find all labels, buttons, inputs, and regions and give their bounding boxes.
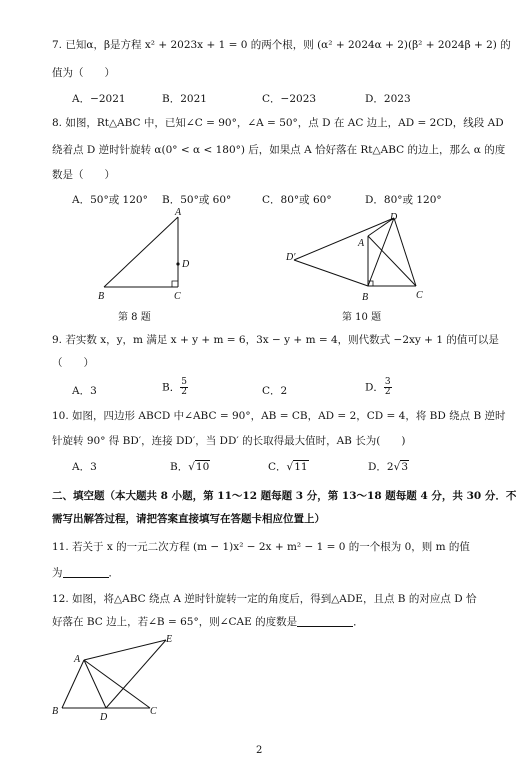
q10-option-d-label: D．2 (368, 461, 394, 473)
q8-stem-line1: 8. 如图，Rt△ABC 中，已知∠C = 90°，∠A = 50°，点 D 在 AC 边上，AD = 2CD，线段 AD (52, 117, 504, 129)
q7-stem-line1: 7. 已知α，β是方程 x² + 2023x + 1 = 0 的两个根，则 (α² + 2024α + 2)(β² + 2024β + 2) 的 (52, 39, 511, 51)
q10-option-c-radicand: 11 (294, 461, 308, 473)
figure-10-diagram (282, 208, 442, 308)
q7-option-c: C．−2023 (262, 93, 317, 105)
q12-stem-line2 (52, 615, 364, 629)
q9-stem-line2: （ ） (52, 357, 94, 369)
q10-option-b-radicand: 10 (195, 461, 210, 473)
q10-stem-line1: 10. 如图，四边形 ABCD 中∠ABC = 90°，AB = CB，AD = 2，CD = 4，将 BD 绕点 B 逆时 (52, 410, 506, 422)
q8-option-b: B．50°或 60° (162, 194, 232, 206)
q9-stem-line1: 9. 若实数 x，y，m 满足 x + y + m = 6，3x − y + m = 4，则代数式 −2xy + 1 的值可以是 (52, 334, 499, 346)
q8-option-d: D．80°或 120° (365, 194, 442, 206)
figure-8-caption: 第 8 题 (118, 312, 151, 323)
fig10-label-b: B (362, 292, 369, 303)
q7-option-b: B．2021 (162, 93, 207, 105)
q9-option-d-denominator: 2 (384, 387, 391, 397)
q9-option-b-denominator: 2 (181, 387, 187, 397)
fig10-label-c: C (416, 290, 423, 301)
q8-stem-line2: 绕着点 D 逆时针旋转 α(0° < α < 180°) 后，如果点 A 恰好落在 Rt△ABC 的边上，那么 α 的度 (52, 144, 506, 156)
q9-option-b-numerator: 5 (181, 377, 187, 387)
fig12-label-a: A (74, 654, 81, 665)
fig12-label-e: E (166, 634, 173, 645)
q11-stem-line2 (52, 566, 119, 580)
fig8-label-c: C (174, 291, 181, 302)
page-number: 2 (256, 745, 263, 756)
q10-stem-line2: 针旋转 90° 得 BD′，连接 DD′，当 DD′ 的长取得最大值时，AB 长为( ) (52, 435, 406, 447)
q11-line2-suffix: ． (108, 567, 119, 579)
q9-option-d-fraction (384, 378, 392, 397)
fig8-label-d: D (182, 259, 190, 270)
q10-option-d-radicand: 3 (401, 461, 408, 473)
fig10-label-a: A (358, 238, 365, 249)
section-2-heading-line2: 需写出解答过程，请把答案直接填写在答题卡相应位置上） (52, 513, 325, 525)
fig12-label-d: D (100, 712, 108, 722)
fig8-label-b: B (98, 291, 105, 302)
q9-option-b-fraction (180, 378, 188, 397)
q8-option-a: A．50°或 120° (72, 194, 148, 206)
q9-option-a: A．3 (72, 385, 97, 397)
q10-option-b-label: B． (170, 461, 189, 473)
q10-option-c-label: C． (268, 461, 287, 473)
figure-8-diagram (90, 205, 200, 305)
q7-option-d: D．2023 (365, 93, 411, 105)
fig10-label-d: D (390, 212, 398, 223)
q9-option-b (162, 378, 188, 397)
fig8-label-a: A (175, 207, 182, 218)
q12-answer-blank[interactable] (297, 616, 353, 627)
q9-option-b-label: B． (162, 381, 181, 394)
fig10-label-dprime: D′ (286, 252, 296, 263)
figure-12-diagram (50, 630, 185, 722)
q10-option-d: D．2√3 (368, 461, 408, 473)
q12-line2-suffix: ． (353, 616, 364, 628)
q11-answer-blank[interactable] (63, 567, 109, 578)
q7-option-a: A．−2021 (72, 93, 126, 105)
q9-option-c: C．2 (262, 385, 288, 397)
q7-stem-line2: 值为（ ） (52, 67, 115, 79)
q11-stem-line1: 11. 若关于 x 的一元二次方程 (m − 1)x² − 2x + m² − 1 = 0 的一个根为 0，则 m 的值 (52, 541, 470, 553)
figure-10-caption: 第 10 题 (342, 312, 382, 323)
q12-line2-prefix: 好落在 BC 边上，若∠B = 65°，则∠CAE 的度数是 (52, 616, 298, 628)
q12-stem-line1: 12. 如图，将△ABC 绕点 A 逆时针旋转一定的角度后，得到△ADE，且点 B 的对应点 D 恰 (52, 593, 477, 605)
q9-option-d-numerator: 3 (384, 377, 391, 387)
fig12-label-b: B (52, 706, 59, 717)
section-2-heading-line1: 二、填空题（本大题共 8 小题，第 11～12 题每题 3 分，第 13～18 题每题 4 分，共 30 分．不 (52, 490, 517, 502)
q11-line2-prefix: 为 (52, 567, 63, 579)
q9-option-d-label: D． (365, 381, 384, 394)
q10-option-a: A．3 (72, 461, 97, 473)
q9-option-d (365, 378, 392, 397)
q10-option-b: B．√10 (170, 461, 210, 473)
q8-stem-line3: 数是（ ） (52, 169, 115, 181)
q10-option-c: C．√11 (268, 461, 308, 473)
q8-option-c: C．80°或 60° (262, 194, 332, 206)
fig12-label-c: C (150, 706, 157, 717)
